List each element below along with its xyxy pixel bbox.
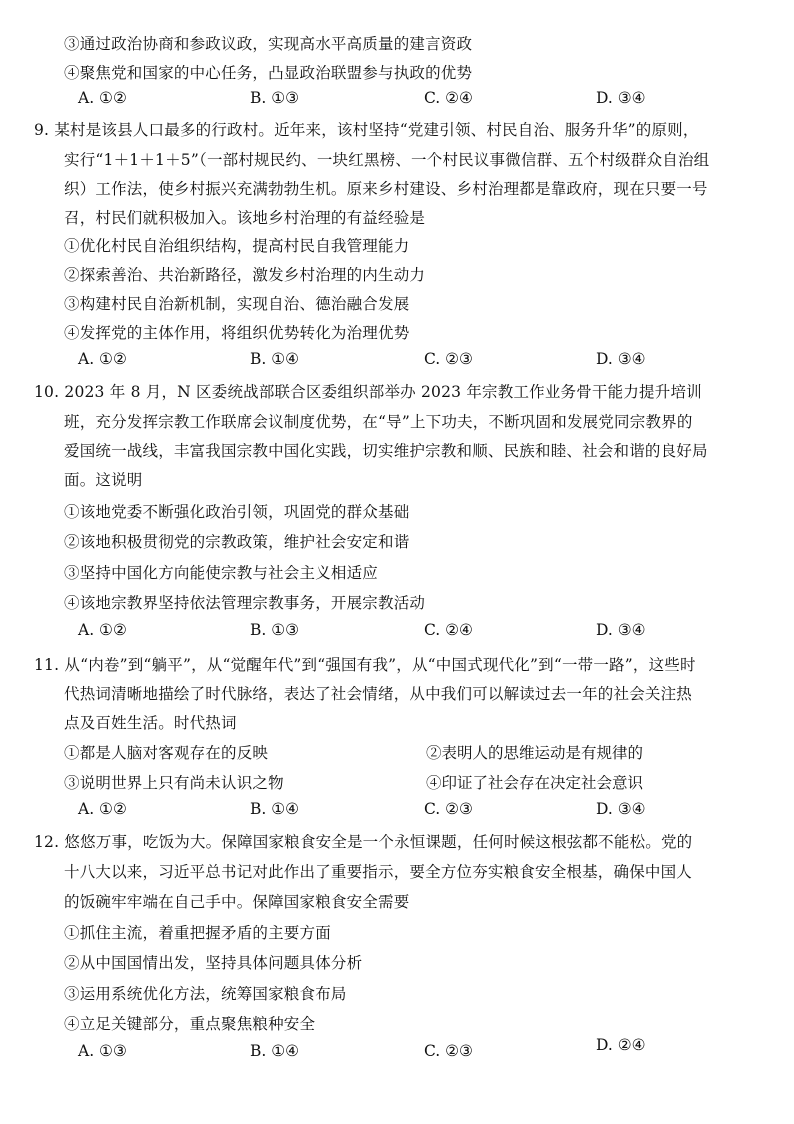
- q11-stem-line-1: 11. 从“内卷”到“躺平”，从“觉醒年代”到“强国有我”，从“中国式现代化”到“一带一路”，这些时: [34, 656, 696, 674]
- q12-statement-4: ④立足关键部分，重点聚焦粮种安全: [64, 1015, 316, 1033]
- q11-statement-3: ③说明世界上只有尚未认识之物: [64, 774, 284, 792]
- q10-choice-d[interactable]: D. ③④: [596, 621, 646, 639]
- q12-choice-c[interactable]: C. ②③: [424, 1042, 473, 1060]
- q8-choice-b[interactable]: B. ①③: [250, 89, 300, 107]
- q9-stem-line-2: 实行“1＋1＋1＋5”（一部村规民约、一块红黑榜、一个村民议事微信群、五个村级群众自治组: [64, 151, 710, 169]
- q8-choice-a[interactable]: A. ①②: [78, 89, 127, 107]
- q9-stem-line-1: 9. 某村是该县人口最多的行政村。近年来，该村坚持“党建引领、村民自治、服务升华”的原则，: [34, 121, 699, 139]
- q11-choice-c[interactable]: C. ②③: [424, 800, 473, 818]
- q12-choice-a[interactable]: A. ①③: [78, 1042, 127, 1060]
- q12-stem-line-3: 的饭碗牢牢端在自己手中。保障国家粮食安全需要: [64, 893, 410, 911]
- q11-statement-4: ④印证了社会存在决定社会意识: [426, 774, 644, 792]
- q12-choice-d[interactable]: D. ②④: [596, 1036, 646, 1054]
- q11-stem-line-2: 代热词清晰地描绘了时代脉络，表达了社会情绪，从中我们可以解读过去一年的社会关注热: [64, 685, 693, 703]
- q12-statement-3: ③运用系统优化方法，统筹国家粮食布局: [64, 985, 347, 1003]
- q9-stem-line-3: 织）工作法，使乡村振兴充满勃勃生机。原来乡村建设、乡村治理都是靠政府，现在只要一号: [64, 180, 708, 198]
- q9-statement-3: ③构建村民自治新机制，实现自治、德治融合发展: [64, 295, 410, 313]
- q9-stem-line-4: 召，村民们就积极加入。该地乡村治理的有益经验是: [64, 209, 426, 227]
- q8-statement-4: ④聚焦党和国家的中心任务，凸显政治联盟参与执政的优势: [64, 64, 473, 82]
- q11-choice-a[interactable]: A. ①②: [78, 800, 127, 818]
- q11-choice-b[interactable]: B. ①④: [250, 800, 300, 818]
- q9-choice-c[interactable]: C. ②③: [424, 350, 473, 368]
- q10-choice-a[interactable]: A. ①②: [78, 621, 127, 639]
- q11-statement-1: ①都是人脑对客观存在的反映: [64, 744, 269, 762]
- q11-stem-line-3: 点及百姓生活。时代热词: [64, 714, 237, 732]
- q12-statement-2: ②从中国国情出发，坚持具体问题具体分析: [64, 954, 363, 972]
- q9-choice-a[interactable]: A. ①②: [78, 350, 127, 368]
- q10-statement-1: ①该地党委不断强化政治引领，巩固党的群众基础: [64, 503, 410, 521]
- q10-stem-line-1: 10. 2023 年 8 月，N 区委统战部联合区委组织部举办 2023 年宗教工作业务骨干能力提升培训: [34, 383, 702, 401]
- q10-statement-3: ③坚持中国化方向能使宗教与社会主义相适应: [64, 564, 379, 582]
- q9-statement-4: ④发挥党的主体作用，将组织优势转化为治理优势: [64, 324, 410, 342]
- q9-choice-d[interactable]: D. ③④: [596, 350, 646, 368]
- q8-statement-3: ③通过政治协商和参政议政，实现高水平高质量的建言资政: [64, 35, 473, 53]
- q11-choice-d[interactable]: D. ③④: [596, 800, 646, 818]
- q10-stem-line-2: 班，充分发挥宗教工作联席会议制度优势，在“导”上下功夫，不断巩固和发展党同宗教界的: [64, 413, 693, 431]
- q8-choice-c[interactable]: C. ②④: [424, 89, 473, 107]
- q10-statement-4: ④该地宗教界坚持依法管理宗教事务，开展宗教活动: [64, 594, 426, 612]
- q9-choice-b[interactable]: B. ①④: [250, 350, 300, 368]
- q12-choice-b[interactable]: B. ①④: [250, 1042, 300, 1060]
- q10-stem-line-4: 面。这说明: [64, 471, 143, 489]
- q12-stem-line-2: 十八大以来，习近平总书记对此作出了重要指示，要全方位夯实粮食安全根基，确保中国人: [64, 863, 693, 881]
- q10-choice-c[interactable]: C. ②④: [424, 621, 473, 639]
- q9-statement-1: ①优化村民自治组织结构，提高村民自我管理能力: [64, 237, 410, 255]
- q10-choice-b[interactable]: B. ①③: [250, 621, 300, 639]
- q8-choice-d[interactable]: D. ③④: [596, 89, 646, 107]
- q11-statement-2: ②表明人的思维运动是有规律的: [426, 744, 644, 762]
- q10-statement-2: ②该地积极贯彻党的宗教政策，维护社会安定和谐: [64, 533, 410, 551]
- q12-statement-1: ①抓住主流，着重把握矛盾的主要方面: [64, 924, 331, 942]
- q12-stem-line-1: 12. 悠悠万事，吃饭为大。保障国家粮食安全是一个永恒课题，任何时候这根弦都不能松。党的: [34, 833, 693, 851]
- q10-stem-line-3: 爱国统一战线，丰富我国宗教中国化实践，切实维护宗教和顺、民族和睦、社会和谐的良好局: [64, 442, 708, 460]
- q9-statement-2: ②探索善治、共治新路径，激发乡村治理的内生动力: [64, 266, 426, 284]
